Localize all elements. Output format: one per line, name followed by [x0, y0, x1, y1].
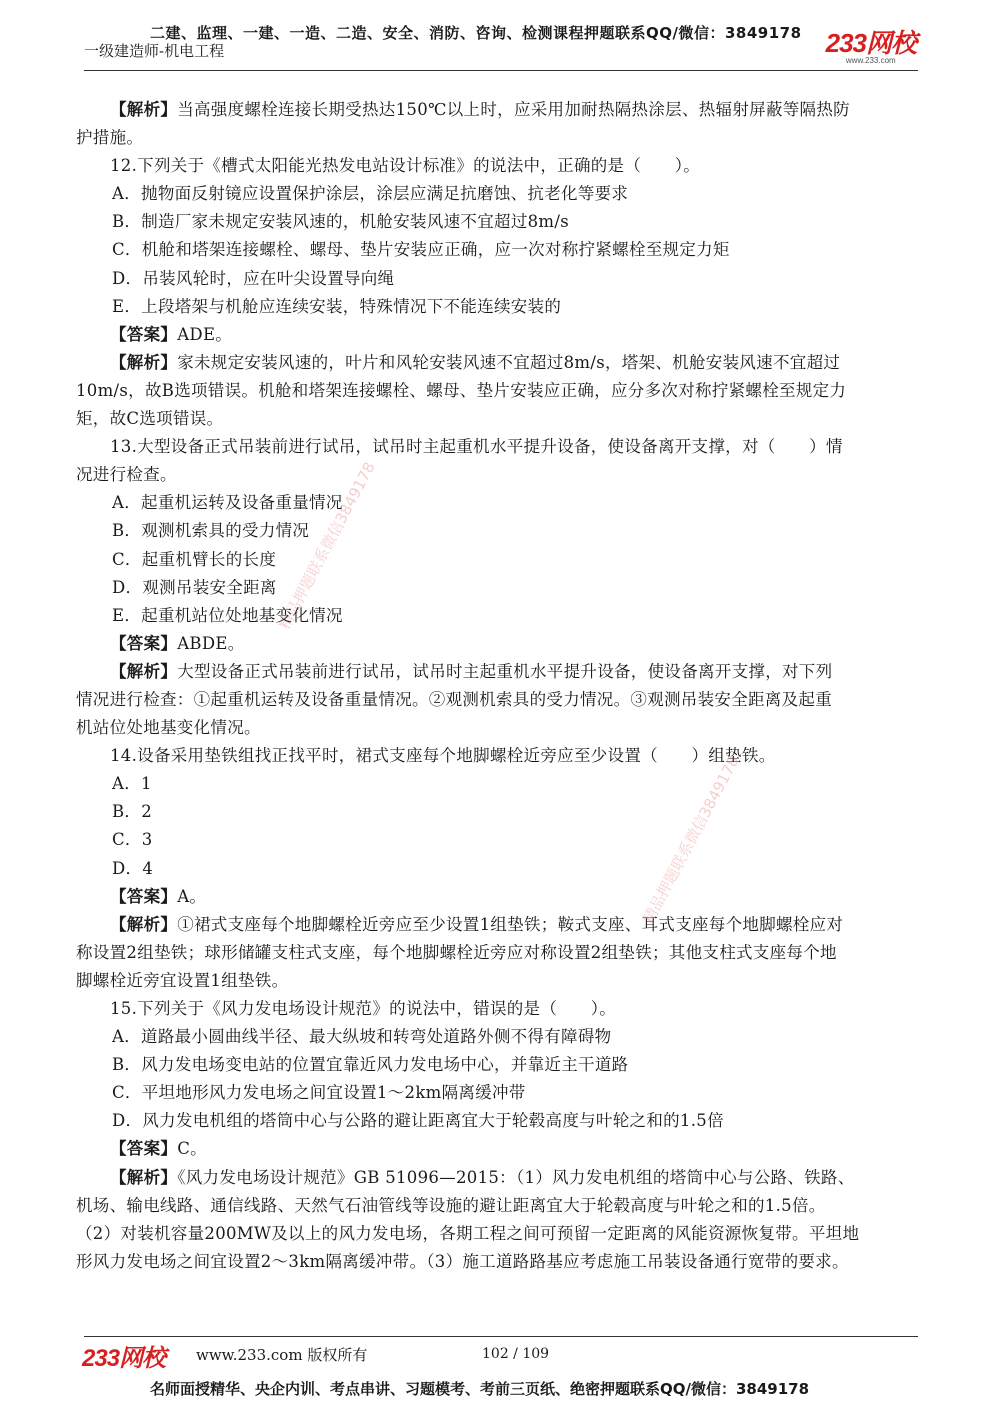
line-text: 10m/s，故B选项错误。机舱和塔架连接螺栓、螺母、垫片安装应正确，应分多次对称拧紧螺栓至规定力 [76, 380, 847, 400]
header-divider [84, 70, 918, 71]
line-text: 矩，故C选项错误。 [76, 409, 224, 429]
option-line [76, 1051, 918, 1079]
page-number: 102 / 109 [482, 1346, 550, 1362]
line-text: 《风力发电场设计规范》GB 51096—2015：（1）风力发电机组的塔筒中心与公路、铁路、 [177, 1167, 855, 1187]
text-line [76, 1164, 918, 1192]
line-text: B．风力发电场变电站的位置宜靠近风力发电场中心，并靠近主干道路 [112, 1055, 629, 1075]
text-line [76, 995, 918, 1023]
text-line [76, 630, 918, 658]
line-text: D．吊装风轮时，应在叶尖设置导向绳 [112, 268, 395, 288]
footer-promo-banner: 名师面授精华、央企内训、考点串讲、习题模考、考前三页纸、绝密押题联系QQ/微信：3849178 [150, 1380, 810, 1398]
brand-logo[interactable] [826, 30, 916, 65]
line-text: 当高强度螺栓连接长期受热达150℃以上时，应采用加耐热隔热涂层、热辐射屏蔽等隔热防 [177, 100, 850, 119]
line-text: A．1 [112, 774, 152, 794]
line-text: 家未规定安装风速的，叶片和风轮安装风速不宜超过8m/s，塔架、机舱安装风速不宜超过 [177, 352, 841, 372]
section-tag: 【解析】 [110, 1167, 178, 1187]
option-line [76, 798, 918, 826]
text-line [76, 1192, 918, 1220]
option-line [76, 602, 918, 630]
option-line [76, 826, 918, 854]
line-text: 称设置2组垫铁；球形储罐支柱式支座，每个地脚螺栓近旁应对称设置2组垫铁；其他支柱式支座每个地 [76, 942, 837, 962]
option-line [76, 293, 918, 321]
watermark-1: 精品押题联系微信3849178 [275, 459, 379, 633]
line-text: 大型设备正式吊装前进行试吊，试吊时主起重机水平提升设备，使设备离开支撑，对下列 [177, 661, 833, 681]
line-text: C。 [177, 1139, 207, 1159]
line-text: D．4 [112, 858, 154, 878]
text-line [76, 658, 918, 686]
text-line [76, 405, 918, 433]
option-line [76, 1107, 918, 1135]
logo-text: 233网校 [825, 28, 916, 58]
section-tag: 【解析】 [110, 914, 178, 934]
text-line [76, 124, 918, 152]
option-line [76, 180, 918, 208]
line-text: C．起重机臂长的长度 [112, 549, 277, 569]
line-text: ABDE。 [177, 633, 245, 653]
line-text: （2）对装机容量200MW及以上的风力发电场，各期工程之间可预留一定距离的风能资源恢复带。平坦地 [76, 1223, 860, 1243]
text-line [76, 321, 918, 349]
text-line [76, 461, 918, 489]
section-tag: 【答案】 [110, 886, 178, 906]
line-text: 形风力发电场之间宜设置2～3km隔离缓冲带。（3）施工道路路基应考虑施工吊装设备通行宽带的要求。 [76, 1251, 849, 1271]
text-line [76, 686, 918, 714]
text-line [76, 1135, 918, 1163]
line-text: 情况进行检查：①起重机运转及设备重量情况。②观测机索具的受力情况。③观测吊装安全距离及起重 [76, 689, 832, 709]
text-line [76, 967, 918, 995]
section-tag: 【答案】 [110, 1139, 178, 1159]
line-text: B．制造厂家未规定安装风速的，机舱安装风速不宜超过8m/s [112, 212, 569, 232]
line-text: C．平坦地形风力发电场之间宜设置1～2km隔离缓冲带 [112, 1083, 526, 1103]
line-text: B．2 [112, 802, 153, 822]
text-line [76, 742, 918, 770]
line-text: 13.大型设备正式吊装前进行试吊，试吊时主起重机水平提升设备，使设备离开支撑，对（ ）情 [110, 437, 843, 457]
line-text: 护措施。 [76, 128, 144, 148]
section-tag: 【答案】 [110, 633, 178, 653]
line-text: A．起重机运转及设备重量情况 [112, 493, 343, 513]
line-text: 况进行检查。 [76, 465, 177, 485]
logo-url: www.233.com [845, 56, 896, 65]
line-text: E．上段塔架与机舱应连续安装，特殊情况下不能连续安装的 [112, 296, 562, 316]
text-line [76, 349, 918, 377]
line-text: 14.设备采用垫铁组找正找平时，裙式支座每个地脚螺栓近旁应至少设置（ ）组垫铁。 [110, 746, 776, 766]
text-line [76, 96, 918, 124]
text-line [76, 714, 918, 742]
footer-divider [84, 1336, 918, 1337]
section-tag: 【解析】 [110, 661, 178, 681]
line-text: ADE。 [177, 324, 233, 344]
option-line [76, 1079, 918, 1107]
line-text: 12.下列关于《槽式太阳能光热发电站设计标准》的说法中，正确的是（ ）。 [110, 156, 701, 176]
section-tag: 【答案】 [110, 324, 178, 344]
document-title: 一级建造师-机电工程 [84, 42, 225, 60]
document-body [76, 96, 918, 1276]
header-promo-banner: 二建、监理、一建、一造、二造、安全、消防、咨询、检测课程押题联系QQ/微信：3849178 [150, 24, 802, 42]
footer-site-link[interactable]: www.233.com 版权所有 [196, 1346, 368, 1364]
line-text: A。 [177, 886, 207, 906]
line-text: 脚螺栓近旁宜设置1组垫铁。 [76, 970, 289, 990]
option-line [76, 1023, 918, 1051]
section-tag: 【解析】 [110, 100, 178, 119]
text-line [76, 939, 918, 967]
line-text: 15.下列关于《风力发电场设计规范》的说法中，错误的是（ ）。 [110, 999, 617, 1018]
option-line [76, 517, 918, 545]
line-text: D．风力发电机组的塔筒中心与公路的避让距离宜大于轮毂高度与叶轮之和的1.5倍 [112, 1111, 724, 1131]
footer-logo[interactable]: 233网校 [82, 1345, 166, 1372]
section-tag: 【解析】 [110, 352, 178, 372]
line-text: D．观测吊装安全距离 [112, 577, 277, 597]
line-text: A．抛物面反射镜应设置保护涂层，涂层应满足抗磨蚀、抗老化等要求 [112, 184, 629, 204]
line-text: C．3 [112, 830, 153, 850]
line-text: E．起重机站位处地基变化情况 [112, 605, 343, 625]
text-line [76, 883, 918, 911]
line-text: A．道路最小圆曲线半径、最大纵坡和转弯处道路外侧不得有障碍物 [112, 1027, 612, 1047]
line-text: C．机舱和塔架连接螺栓、螺母、垫片安装应正确，应一次对称拧紧螺栓至规定力矩 [112, 240, 730, 260]
text-line [76, 1220, 918, 1248]
text-line [76, 377, 918, 405]
line-text: B．观测机索具的受力情况 [112, 521, 310, 541]
line-text: 机场、输电线路、通信线路、天然气石油管线等设施的避让距离宜大于轮毂高度与叶轮之和的1.5倍。 [76, 1195, 826, 1215]
option-line [76, 855, 918, 883]
text-line [76, 911, 918, 939]
watermark-2: 精品押题联系微信3849178 [639, 753, 743, 927]
line-text: 机站位处地基变化情况。 [76, 718, 261, 738]
text-line [76, 433, 918, 461]
option-line [76, 236, 918, 264]
text-line [76, 1248, 918, 1276]
option-line [76, 208, 918, 236]
line-text: ①裙式支座每个地脚螺栓近旁应至少设置1组垫铁；鞍式支座、耳式支座每个地脚螺栓应对 [177, 914, 844, 934]
option-line [76, 574, 918, 602]
option-line [76, 265, 918, 293]
option-line [76, 770, 918, 798]
option-line [76, 546, 918, 574]
text-line [76, 152, 918, 180]
option-line [76, 489, 918, 517]
